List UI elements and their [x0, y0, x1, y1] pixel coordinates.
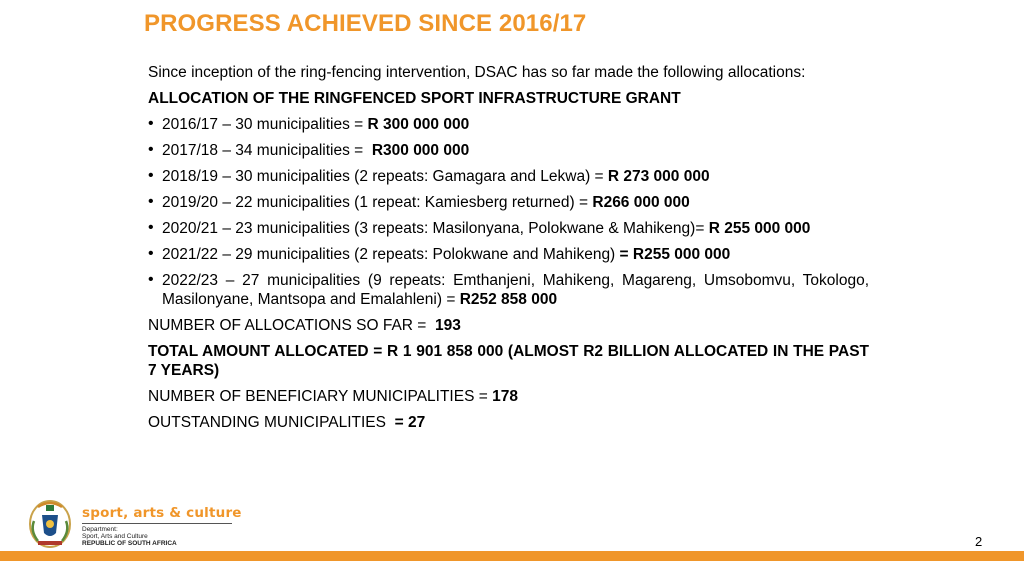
outstanding-count	[148, 413, 869, 432]
allocation-amount: R252 858 000	[459, 291, 558, 308]
intro-text: Since inception of the ring-fencing intervention, DSAC has so far made the following allocations:	[148, 64, 806, 81]
outstanding-count-label: OUTSTANDING MUNICIPALITIES	[148, 414, 395, 431]
total-amount: TOTAL AMOUNT ALLOCATED = R 1 901 858 000 (ALMOST R2 BILLION ALLOCATED IN THE PAST 7 YEARS)	[148, 343, 869, 379]
outstanding-count-value: = 27	[394, 414, 426, 431]
section-heading: ALLOCATION OF THE RINGFENCED SPORT INFRASTRUCTURE GRANT	[148, 90, 681, 107]
dept-line-1: Department:	[82, 526, 118, 533]
allocation-text: 2020/21 – 23 municipalities (3 repeats: Masilonyana, Polokwane & Mahikeng)=	[162, 220, 709, 237]
allocation-amount: R 273 000 000	[607, 168, 710, 185]
department-branding	[82, 505, 242, 547]
allocation-text: 2022/23 – 27 municipalities (9 repeats: Emthanjeni, Mahikeng, Magareng, Umsobomvu, Tokologo, Masilonyane, Mantsopa and Emalahleni) =	[162, 272, 869, 308]
allocation-amount: = R255 000 000	[619, 246, 731, 263]
allocations-count	[148, 316, 869, 335]
allocation-amount: R266 000 000	[592, 194, 690, 211]
beneficiary-count-value: 178	[492, 388, 518, 405]
slide-title: PROGRESS ACHIEVED SINCE 2016/17	[144, 10, 587, 37]
coat-of-arms-icon	[26, 499, 74, 549]
allocation-list	[148, 115, 869, 309]
allocation-text: 2019/20 – 22 municipalities (1 repeat: Kamiesberg returned) =	[162, 194, 593, 211]
brand-divider	[82, 523, 232, 524]
allocation-item	[148, 141, 869, 160]
allocation-item	[148, 193, 869, 212]
allocation-text: 2018/19 – 30 municipalities (2 repeats: Gamagara and Lekwa) =	[162, 168, 608, 185]
allocation-text: 2016/17 – 30 municipalities =	[162, 116, 368, 133]
allocation-item	[148, 115, 869, 134]
beneficiary-count	[148, 387, 869, 406]
allocation-text: 2021/22 – 29 municipalities (2 repeats: Polokwane and Mahikeng)	[162, 246, 620, 263]
allocations-count-label: NUMBER OF ALLOCATIONS SO FAR =	[148, 317, 435, 334]
allocations-count-value: 193	[434, 317, 461, 334]
allocation-amount: R300 000 000	[371, 142, 470, 159]
allocation-item	[148, 271, 869, 309]
allocation-item	[148, 245, 869, 264]
allocation-amount: R 300 000 000	[367, 116, 470, 133]
allocation-item	[148, 167, 869, 186]
slide-content	[148, 63, 869, 439]
brand-name: sport, arts & culture	[82, 505, 242, 521]
beneficiary-count-label: NUMBER OF BENEFICIARY MUNICIPALITIES =	[148, 388, 493, 405]
allocation-item	[148, 219, 869, 238]
footer-accent-bar	[0, 551, 1024, 561]
page-number: 2	[975, 534, 983, 549]
dept-line-3: REPUBLIC OF SOUTH AFRICA	[82, 540, 177, 547]
dept-line-2: Sport, Arts and Culture	[82, 533, 148, 540]
allocation-amount: R 255 000 000	[708, 220, 811, 237]
allocation-text: 2017/18 – 34 municipalities =	[162, 142, 372, 159]
